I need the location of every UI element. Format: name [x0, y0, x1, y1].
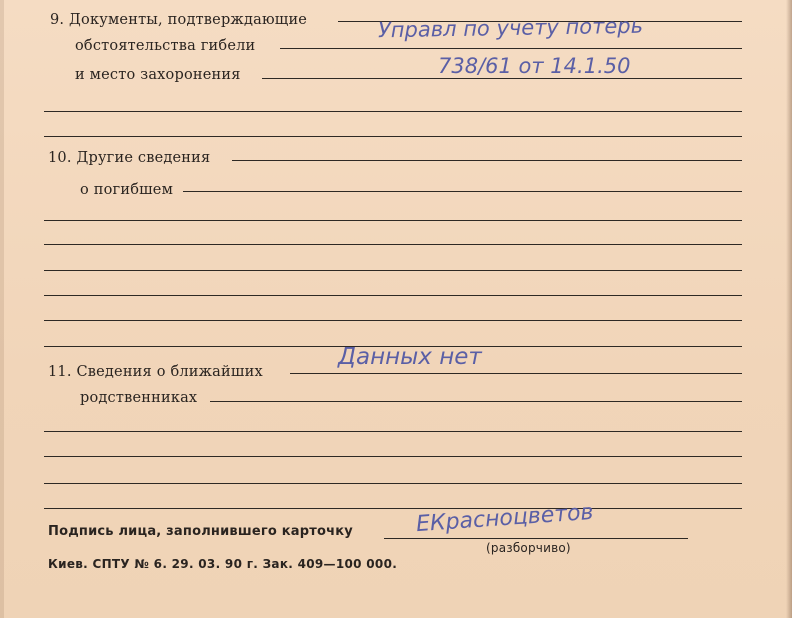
signature-label: Подпись лица, заполнившего карточку: [48, 524, 353, 539]
section-9-rule-2: [280, 48, 742, 49]
section-9-handwritten-office: Управл по учету потерь: [377, 13, 644, 43]
section-9-rule-4: [44, 111, 742, 112]
paper-edge-right: [786, 0, 792, 618]
signature-handwritten: ЕКрасноцветов: [415, 499, 595, 538]
section-9-label-line-2: обстоятельства гибели: [75, 38, 256, 54]
print-imprint: Киев. СПТУ № 6. 29. 03. 90 г. Зак. 409—100 000.: [48, 557, 398, 571]
section-11-label-line-1: 11. Сведения о ближайших: [48, 364, 263, 380]
section-11-rule-1: [290, 373, 742, 374]
section-11-rule-4: [44, 456, 742, 457]
section-11-rule-6: [44, 508, 742, 509]
section-10-label-line-1: 10. Другие сведения: [48, 150, 211, 166]
section-9-label-line-3: и место захоронения: [75, 67, 241, 83]
legible-note: (разборчиво): [486, 541, 571, 555]
section-10-rule-4: [44, 244, 742, 245]
section-10-label-line-2: о погибшем: [80, 182, 174, 198]
section-11-rule-5: [44, 483, 742, 484]
signature-rule: [384, 538, 688, 539]
section-11-label-line-2: родственниках: [80, 390, 198, 406]
section-11-rule-3: [44, 431, 742, 432]
section-9-rule-3: [262, 78, 742, 79]
section-9-handwritten-number-date: 738/61 от 14.1.50: [438, 54, 631, 78]
section-10-rule-5: [44, 270, 742, 271]
paper-edge-left: [0, 0, 4, 618]
section-9-rule-5: [44, 136, 742, 137]
section-10-rule-2: [183, 191, 742, 192]
section-11-rule-2: [210, 401, 742, 402]
section-9-label-line-1: 9. Документы, подтверждающие: [50, 12, 308, 28]
section-10-rule-1: [232, 160, 742, 161]
section-10-rule-7: [44, 320, 742, 321]
section-11-handwritten-answer: Данных нет: [338, 344, 482, 370]
section-10-rule-3: [44, 220, 742, 221]
section-10-rule-6: [44, 295, 742, 296]
